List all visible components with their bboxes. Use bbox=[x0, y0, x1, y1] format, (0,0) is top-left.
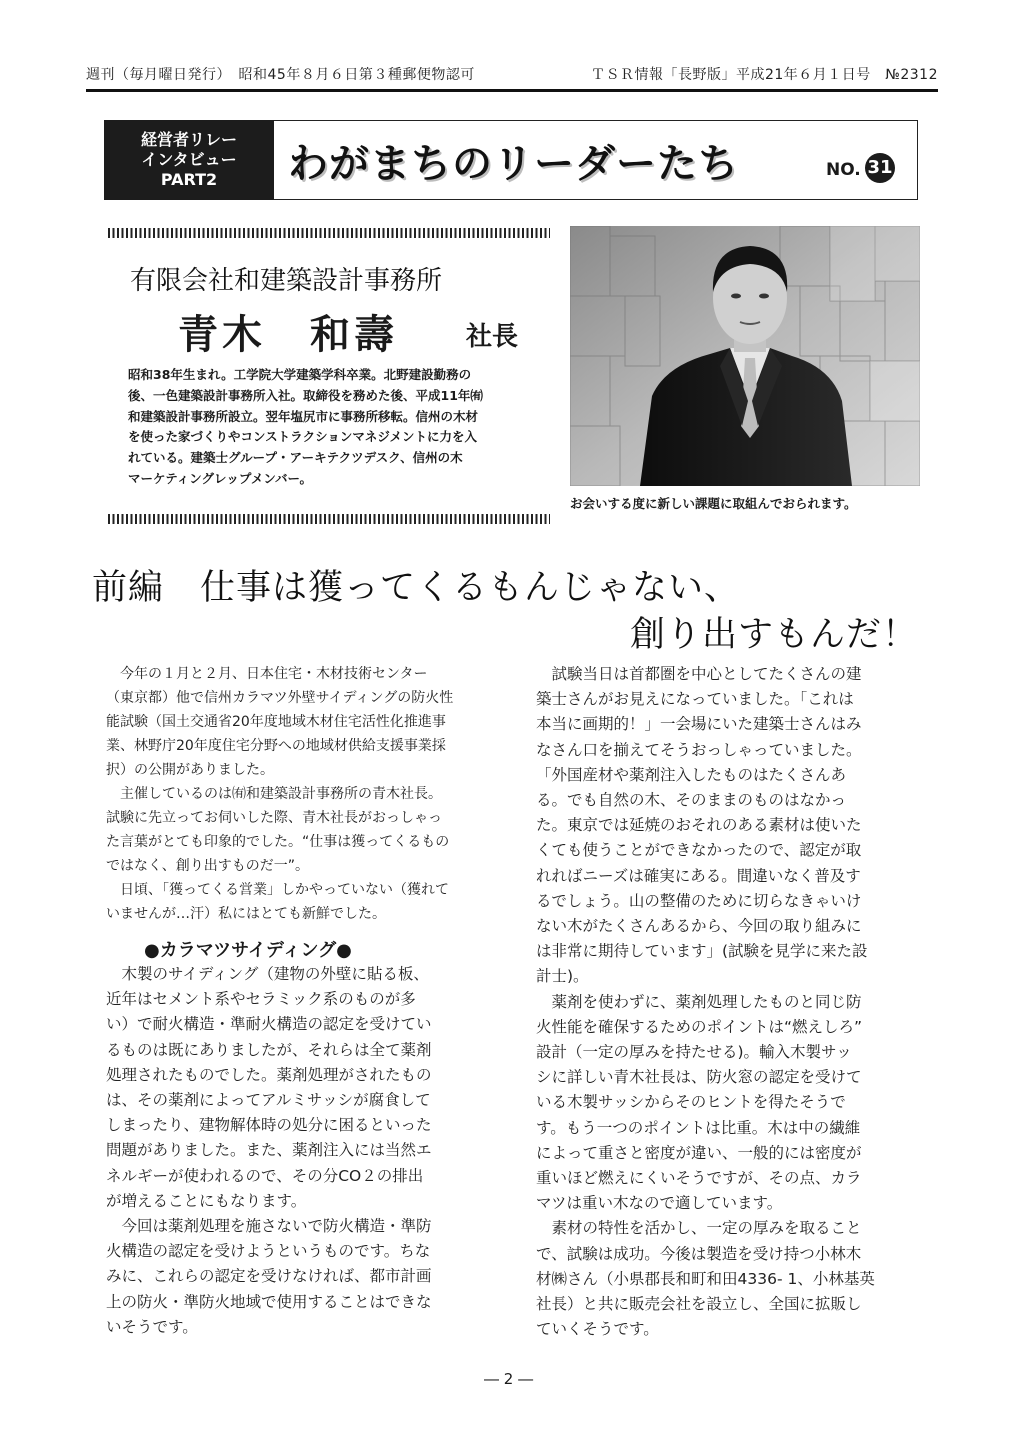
bio-line: を使った家づくりやコンストラクションマネジメントに力を入 bbox=[128, 429, 478, 445]
text-line: で、試験は成功。今後は製造を受け持つ小林木 bbox=[536, 1244, 862, 1263]
text-line: るでしょう。山の整備のために切らなきゃいけ bbox=[536, 891, 862, 910]
text-line: 素材の特性を活かし、一定の厚みを取ること bbox=[536, 1219, 862, 1238]
text-line: 社長）と共に販売会社を設立し、全国に拡販し bbox=[536, 1295, 862, 1314]
text-line: 日頃、「獲ってくる営業」しかやっていない（獲れて bbox=[106, 882, 449, 898]
text-line: マツは重い木なので適しています。 bbox=[536, 1194, 783, 1213]
company-name: 有限会社和建築設計事務所 bbox=[130, 266, 443, 296]
article-headline-line2: 創り出すもんだ！ bbox=[629, 615, 918, 655]
text-line: は非常に期待しています」(試験を見学に来た設 bbox=[536, 942, 868, 961]
text-line: す。もう一つのポイントは比重。木は中の繊維 bbox=[536, 1118, 861, 1137]
text-line: は、その薬剤によってアルミサッシが腐食して bbox=[106, 1091, 431, 1110]
section-body bbox=[106, 962, 432, 1340]
text-line: た。東京では延焼のおそれのある素材は使いた bbox=[536, 816, 862, 835]
text-line: 重いほど燃えにくいそうですが、その点、カラ bbox=[536, 1169, 862, 1188]
series-tag-line: インタビュー bbox=[141, 150, 237, 169]
text-line: 本当に画期的！」一会場にいた建築士さんはみ bbox=[536, 715, 862, 734]
text-line: れればニーズは確実にある。間違いなく普及す bbox=[536, 866, 861, 885]
column-2-text bbox=[536, 662, 875, 1342]
text-line: くても使うことができなかったので、認定が取 bbox=[536, 841, 862, 860]
series-no-label: NO. bbox=[826, 160, 861, 180]
text-line: ネルギーが使われるので、その分CO２の排出 bbox=[106, 1166, 424, 1185]
text-line: ではなく、創り出すものだ一”。 bbox=[106, 858, 309, 874]
text-line: るものは既にありましたが、それらは全て薬剤 bbox=[106, 1040, 432, 1059]
text-line: ていくそうです。 bbox=[536, 1320, 659, 1339]
text-line: 主催しているのは㈲和建築設計事務所の青木社長。 bbox=[106, 786, 442, 802]
text-line: 計士)。 bbox=[536, 967, 589, 986]
text-line: ない木がたくさんあるから、今回の取り組みに bbox=[536, 917, 862, 936]
text-line: 試験当日は首都圏を中心としてたくさんの建 bbox=[536, 665, 862, 683]
portrait-photo bbox=[570, 226, 920, 486]
person-name: 青木 和壽 bbox=[178, 312, 398, 358]
hatched-divider bbox=[108, 514, 550, 524]
text-line: しまったり、建物解体時の処分に困るといった bbox=[106, 1116, 432, 1135]
text-line: 今年の１月と２月、日本住宅・木材技術センター bbox=[106, 666, 428, 682]
text-line: シに詳しい青木社長は、防火窓の認定を受けて bbox=[536, 1068, 862, 1087]
text-line: 近年はセメント系やセラミック系のものが多 bbox=[106, 990, 416, 1009]
text-line: 問題がありました。また、薬剤注入には当然エ bbox=[106, 1141, 432, 1160]
text-line: 業、林野庁20年度住宅分野への地域材供給支援事業採 bbox=[106, 738, 446, 754]
page-number: ― 2 ― bbox=[484, 1370, 534, 1388]
text-line: 試験に先立ってお伺いした際、青木社長がおっしゃっ bbox=[106, 810, 442, 826]
series-number-badge: 31 bbox=[865, 153, 895, 183]
issue-info: ＴＳＲ情報「長野版」平成21年６月１日号 №2312 bbox=[590, 67, 938, 83]
text-line: 設計（一定の厚みを持たせる)。輸入木製サッ bbox=[536, 1043, 852, 1062]
series-tag-line: 経営者リレー bbox=[140, 130, 237, 149]
text-line: によって重さと密度が違い、一般的には密度が bbox=[536, 1143, 862, 1162]
text-line: が増えることにもなります。 bbox=[106, 1191, 307, 1210]
text-line: 火性能を確保するためのポイントは“燃えしろ” bbox=[536, 1017, 863, 1036]
person-role: 社長 bbox=[466, 322, 519, 352]
bio-line: 昭和38年生まれ。工学院大学建築学科卒業。北野建設勤務の bbox=[128, 367, 472, 382]
photo-caption: お会いする度に新しい課題に取組んでおられます。 bbox=[570, 496, 857, 511]
text-line: 今回は薬剤処理を施さないで防火構造・準防 bbox=[106, 1217, 432, 1236]
intro-paragraphs bbox=[106, 662, 496, 926]
bio-line: 和建築設計事務所設立。翌年塩尻市に事務所移転。信州の木材 bbox=[128, 408, 479, 424]
bio-line: れている。建築士グループ・アーキテクツデスク、信州の木 bbox=[128, 450, 463, 466]
section-heading: ●カラマツサイディング● bbox=[144, 940, 352, 961]
series-title: わがまちのリーダーたち bbox=[288, 141, 739, 187]
text-line: 「外国産材や薬剤注入したものはたくさんあ bbox=[536, 765, 847, 784]
text-line: た言葉がとても印象的でした。“仕事は獲ってくるもの bbox=[106, 834, 450, 850]
text-line: なさん口を揃えてそうおっしゃっていました。 bbox=[536, 740, 862, 759]
hatched-divider bbox=[108, 228, 550, 238]
profile-bio bbox=[128, 365, 538, 490]
text-line: 材㈱さん（小県郡長和町和田4336- 1、小林基英 bbox=[536, 1269, 875, 1288]
text-line: みに、これらの認定を受けなければ、都市計画 bbox=[106, 1267, 432, 1286]
text-line: 木製のサイディング（建物の外壁に貼る板、 bbox=[106, 965, 429, 983]
bio-line: マーケティングレップメンバー。 bbox=[128, 470, 313, 486]
text-line: 火構造の認定を受けようというものです。ちな bbox=[106, 1242, 431, 1261]
text-line: 択）の公開がありました。 bbox=[106, 762, 274, 778]
header-rule bbox=[86, 89, 938, 92]
article-headline-line1: 前編 仕事は獲ってくるもんじゃない、 bbox=[92, 568, 741, 608]
text-line: いる木製サッシからそのヒントを得たそうで bbox=[536, 1093, 846, 1112]
text-line: いそうです。 bbox=[106, 1317, 198, 1336]
series-tag-line: PART2 bbox=[160, 170, 218, 189]
text-line: い）で耐火構造・準耐火構造の認定を受けてい bbox=[106, 1015, 432, 1034]
text-line: 上の防火・準防火地域で使用することはできな bbox=[106, 1292, 432, 1311]
series-tag bbox=[104, 120, 274, 200]
text-line: 薬剤を使わずに、薬剤処理したものと同じ防 bbox=[536, 992, 862, 1011]
text-line: 能試験（国土交通省20年度地域木材住宅活性化推進事 bbox=[106, 714, 446, 730]
text-line: る。でも自然の木、そのままのものはなかっ bbox=[536, 791, 847, 810]
publication-info: 週刊（毎月曜日発行） 昭和45年８月６日第３種郵便物認可 bbox=[86, 67, 475, 83]
text-line: 築士さんがお見えになっていました。「これは bbox=[536, 690, 854, 709]
text-line: いませんが…汗）私にはとても新鮮でした。 bbox=[106, 906, 386, 922]
text-line: （東京都）他で信州カラマツ外壁サイディングの防火性 bbox=[106, 690, 454, 706]
bio-line: 後、一色建築設計事務所入社。取締役を務めた後、平成11年㈲ bbox=[128, 387, 483, 403]
text-line: 処理されたものでした。薬剤処理がされたもの bbox=[106, 1065, 432, 1084]
